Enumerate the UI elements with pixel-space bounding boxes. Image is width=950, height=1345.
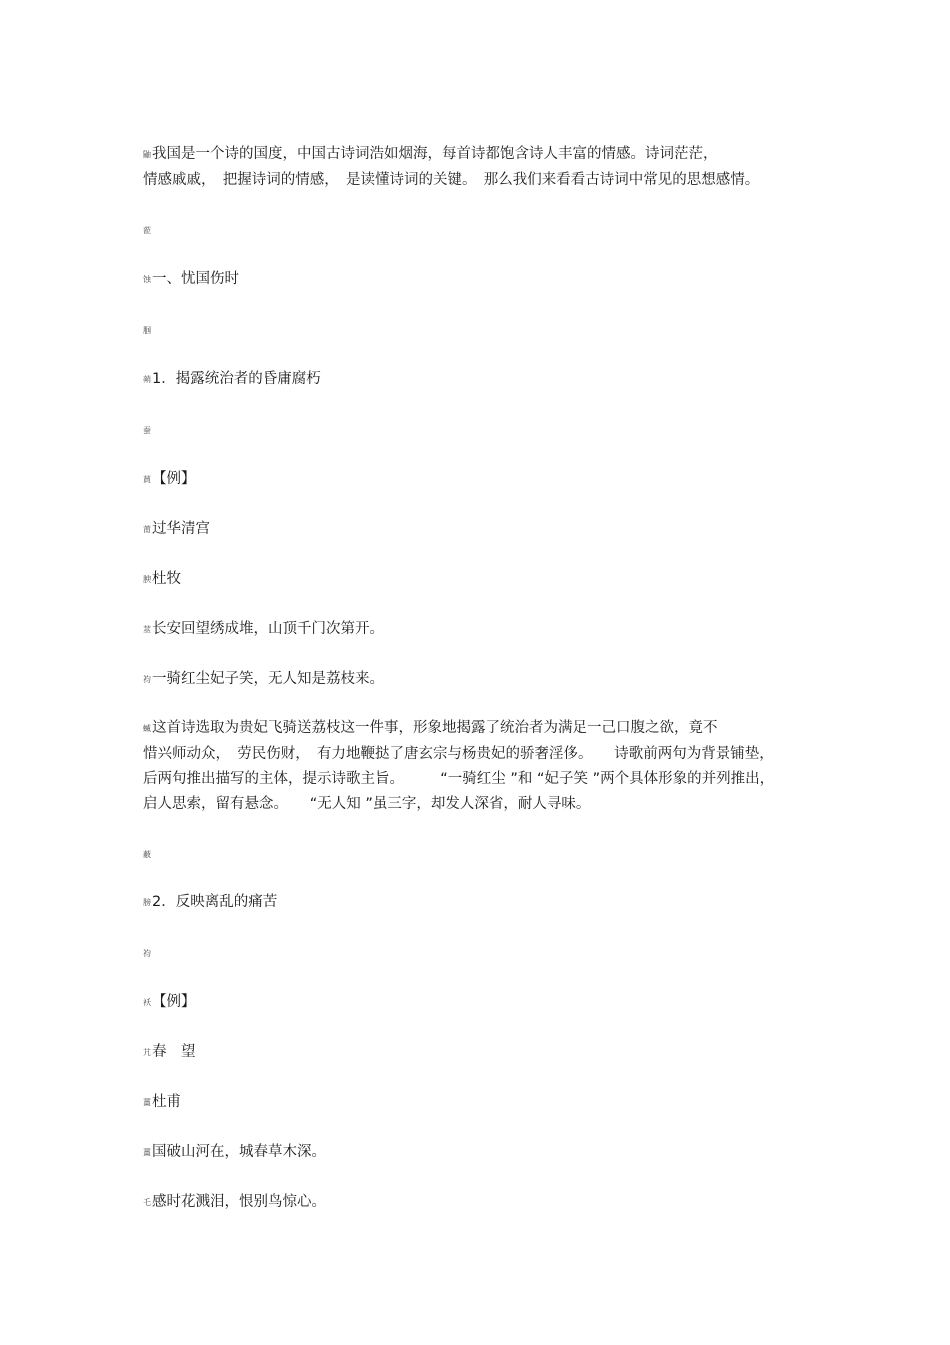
analysis-text: 惜兴师动众， 劳民伤财， 有力地鞭挞了唐玄宗与杨贵妃的骄奢淫侈。 诗歌前两句为背景铺垫，	[143, 746, 774, 762]
glyph-marker: 蒞	[143, 226, 151, 235]
example-label: 【例】	[152, 471, 196, 487]
section-title: 一、忧国伤时	[152, 271, 239, 287]
example-label: 【例】	[152, 994, 196, 1010]
intro-line-2	[143, 171, 759, 189]
poem-author	[143, 1093, 181, 1112]
glyph-marker: 乇	[143, 1198, 151, 1207]
example-tag	[143, 470, 196, 489]
analysis-text: 启人思索，留有悬念。 “无人知 ”虽三字，却发人深省，耐人寻味。	[143, 796, 591, 812]
glyph-marker: 莆	[143, 525, 151, 534]
glyph-marker: 蒷	[143, 475, 151, 484]
poem-verse	[143, 620, 384, 639]
glyph-marker: 鼬	[143, 150, 151, 159]
intro-text-1: 我国是一个诗的国度，中国古诗词浩如烟海，每首诗都饱含诗人丰富的情感。诗词茫茫，	[152, 146, 718, 162]
example-tag	[143, 993, 196, 1012]
glyph-marker: 蚕	[143, 426, 151, 435]
poem-verse-text: 长安回望绣成堆，山顶千门次第开。	[152, 621, 384, 637]
subsection-title: 2．反映离乱的痛苦	[152, 894, 278, 910]
poem-author-text: 杜甫	[152, 1094, 181, 1110]
analysis-line-2	[143, 745, 774, 763]
glyph-marker: 芁	[143, 1048, 151, 1057]
glyph-marker: 袀	[143, 675, 151, 684]
poem-verse	[143, 1193, 326, 1212]
glyph-marker: 薑	[143, 1098, 151, 1107]
poem-author	[143, 570, 181, 589]
glyph-marker: 蔽	[143, 850, 151, 859]
glyph-marker: 膀	[143, 898, 151, 907]
poem-title	[143, 1043, 196, 1062]
analysis-text: 这首诗选取为贵妃飞骑送荔枝这一件事，形象地揭露了统治者为满足一己口腹之欲，竟不	[152, 720, 718, 736]
glyph-marker: 袄	[143, 998, 151, 1007]
marker-line	[143, 320, 151, 340]
poem-verse-text: 感时花溅泪，恨别鸟惊心。	[152, 1194, 326, 1210]
subsection-title: 1．揭露统治者的昏庸腐朽	[152, 371, 321, 387]
poem-author-text: 杜牧	[152, 571, 181, 587]
analysis-line-3	[143, 770, 774, 788]
analysis-line-1	[143, 719, 718, 738]
glyph-marker: 袀	[143, 949, 151, 958]
section-heading	[143, 270, 239, 289]
poem-verse	[143, 1143, 326, 1162]
marker-line	[143, 844, 151, 864]
subsection-heading	[143, 370, 321, 389]
intro-text-2: 情感戚戚， 把握诗词的情感， 是读懂诗词的关键。 那么我们来看看古诗词中常见的思想感情。	[143, 172, 760, 188]
poem-verse	[143, 670, 384, 689]
poem-title	[143, 520, 210, 539]
glyph-marker: 腘	[143, 326, 151, 335]
marker-line	[143, 943, 151, 963]
glyph-marker: 莁	[143, 625, 151, 634]
subsection-heading	[143, 893, 277, 912]
glyph-marker: 蒴	[143, 375, 151, 384]
poem-verse-text: 一骑红尘妃子笑，无人知是荔枝来。	[152, 671, 384, 687]
marker-line	[143, 220, 151, 240]
glyph-marker: 薑	[143, 1148, 151, 1157]
glyph-marker: 蝛	[143, 724, 151, 733]
glyph-marker: 蚀	[143, 275, 151, 284]
poem-title-text: 春 望	[152, 1044, 196, 1060]
analysis-text: 后两句推出描写的主体，提示诗歌主旨。 “一骑红尘 ”和 “妃子笑 ”两个具体形象的并列推出，	[143, 771, 775, 787]
intro-line-1	[143, 145, 718, 164]
glyph-marker: 腴	[143, 575, 151, 584]
analysis-line-4	[143, 795, 590, 813]
poem-title-text: 过华清宫	[152, 521, 210, 537]
marker-line	[143, 420, 151, 440]
poem-verse-text: 国破山河在，城春草木深。	[152, 1144, 326, 1160]
